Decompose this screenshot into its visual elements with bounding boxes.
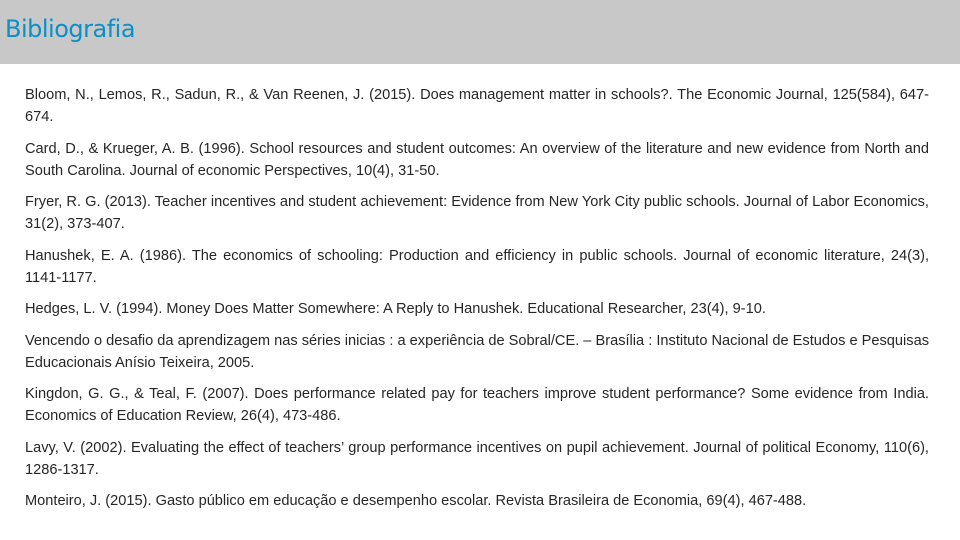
- reference-list: [25, 84, 929, 522]
- slide-title: Bibliografia: [5, 15, 136, 43]
- reference-item: Fryer, R. G. (2013). Teacher incentives and student achievement: Evidence from New York City public schools. Journal of Labor Economics, 31(2), 373-407.: [25, 194, 929, 232]
- title-bar: [0, 0, 960, 64]
- reference-item: Lavy, V. (2002). Evaluating the effect of teachers’ group performance incentives on pupil achievement. Journal of political Economy, 110(6), 1286-1317.: [25, 439, 929, 478]
- reference-item: Hedges, L. V. (1994). Money Does Matter Somewhere: A Reply to Hanushek. Educational Researcher, 23(4), 9-10.: [25, 301, 766, 317]
- reference-item: Bloom, N., Lemos, R., Sadun, R., & Van Reenen, J. (2015). Does management matter in schools?. The Economic Journal, 125(584), 647-674.: [25, 87, 929, 125]
- reference-item: Monteiro, J. (2015). Gasto público em educação e desempenho escolar. Revista Brasileira de Economia, 69(4), 467-488.: [25, 493, 807, 509]
- reference-item: Hanushek, E. A. (1986). The economics of schooling: Production and efficiency in public schools. Journal of economic literature, 24(3), 1141-1177.: [25, 247, 929, 286]
- reference-item: Card, D., & Krueger, A. B. (1996). School resources and student outcomes: An overview of the literature and new evidence from North and South Carolina. Journal of economic Perspectives, 10(4), 31-50.: [25, 140, 929, 179]
- reference-item: Vencendo o desafio da aprendizagem nas séries inicias : a experiência de Sobral/CE. – Brasília : Instituto Nacional de Estudos e Pesquisas Educacionais Anísio Teixeira, 2005.: [25, 332, 929, 371]
- reference-item: Kingdon, G. G., & Teal, F. (2007). Does performance related pay for teachers improve student performance? Some evidence from India. Economics of Education Review, 26(4), 473-486.: [25, 386, 929, 424]
